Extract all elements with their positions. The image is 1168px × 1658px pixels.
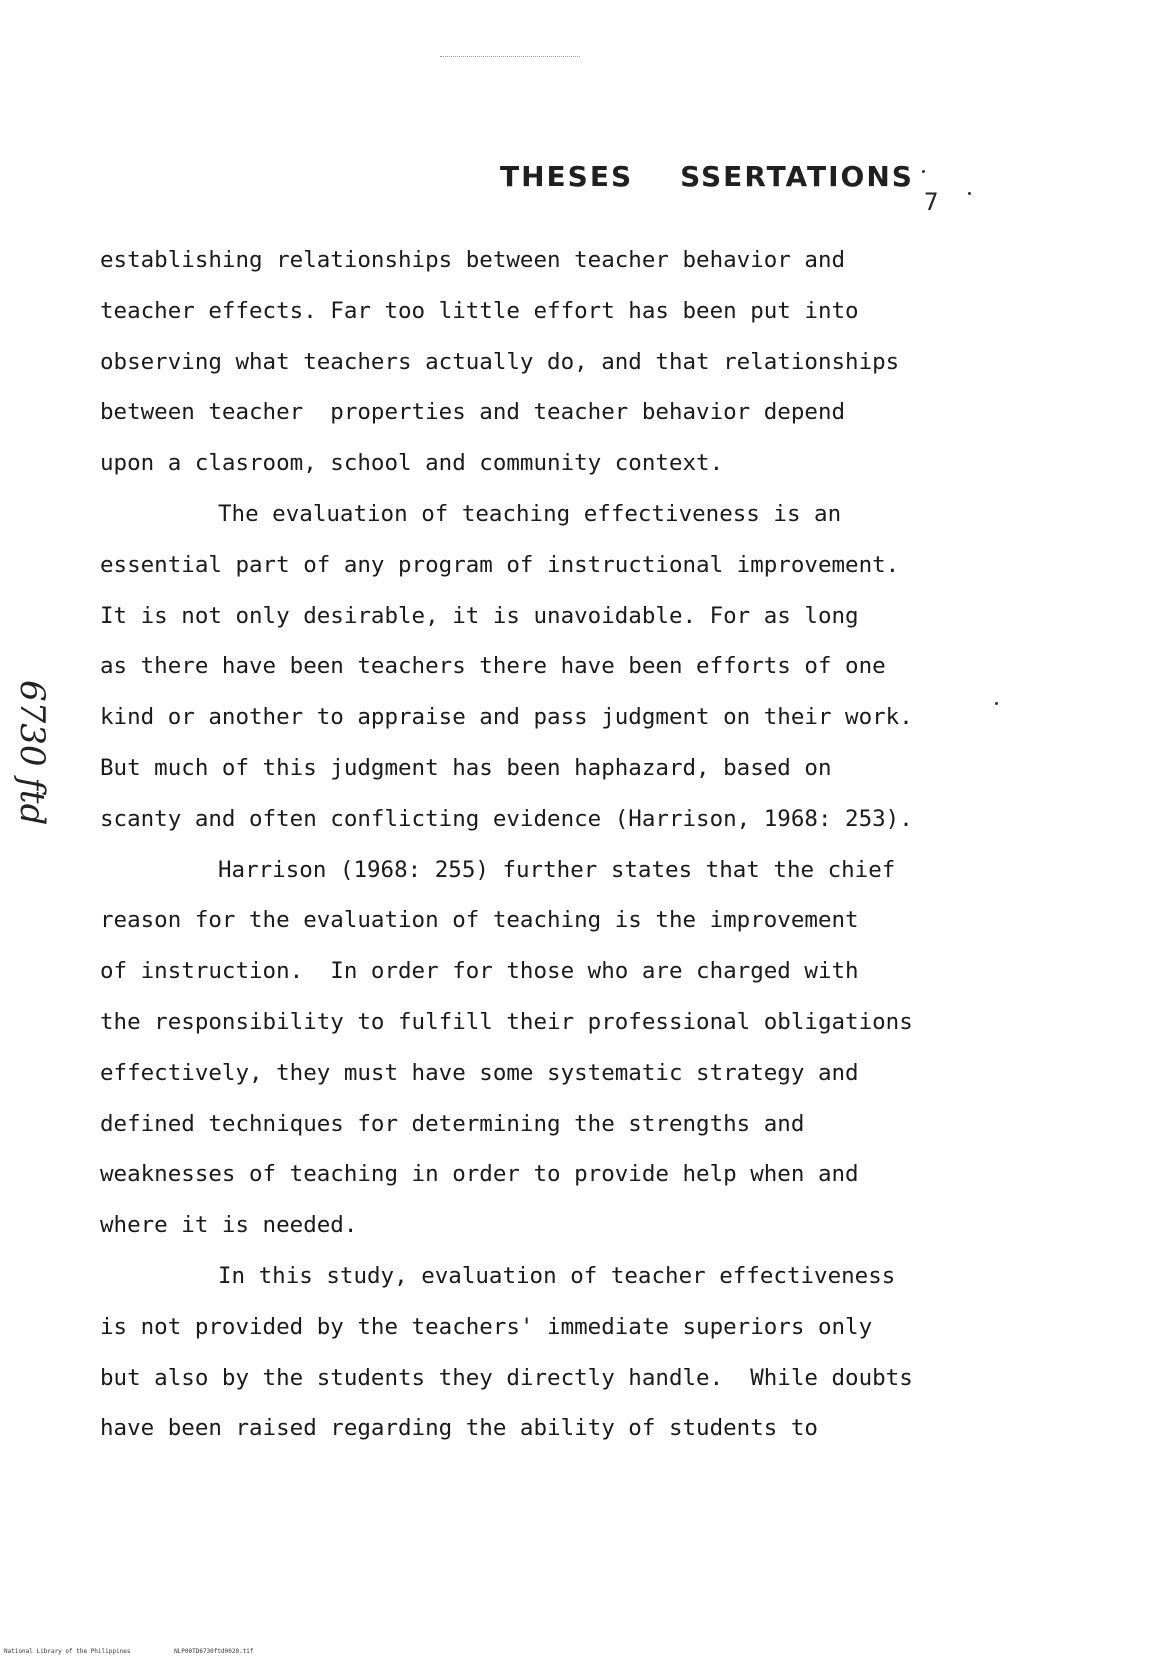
text-line: weaknesses of teaching in order to provide help when and	[100, 1161, 859, 1188]
text-line: between teacher properties and teacher behavior depend	[100, 399, 846, 426]
text-line: of instruction. In order for those who are charged with	[100, 958, 859, 985]
text-line: observing what teachers actually do, and that relationships	[100, 348, 900, 375]
handwritten-margin-note: 6730 ftd	[12, 680, 52, 826]
text-line: upon a clasroom, school and community context.	[100, 450, 724, 477]
text-line: essential part of any program of instructional improvement.	[100, 551, 900, 578]
scan-speck	[922, 170, 925, 173]
body-text	[100, 235, 1060, 1454]
text-line: kind or another to appraise and pass judgment on their work.	[100, 704, 913, 731]
footer-filename: NLP00TD6730ftd0020.tif	[174, 1648, 254, 1655]
page-number: 7	[924, 188, 939, 216]
text-line: the responsibility to fulfill their professional obligations	[100, 1008, 913, 1035]
text-line: It is not only desirable, it is unavoidable. For as long	[100, 602, 859, 629]
footer-library: National Library of the Philippines	[4, 1648, 131, 1655]
paragraph-start-line: Harrison (1968: 255) further states that the chief	[218, 856, 896, 883]
text-line: have been raised regarding the ability of students to	[100, 1415, 818, 1442]
scan-speck	[968, 192, 971, 195]
text-line: is not provided by the teachers' immediate superiors only	[100, 1313, 873, 1340]
text-line: reason for the evaluation of teaching is the improvement	[100, 907, 859, 934]
paragraph-start-line: The evaluation of teaching effectiveness is an	[218, 500, 842, 527]
text-line: but also by the students they directly handle. While doubts	[100, 1364, 913, 1391]
text-line: teacher effects. Far too little effort has been put into	[100, 297, 859, 324]
scan-footer	[4, 1648, 294, 1655]
text-line: scanty and often conflicting evidence (Harrison, 1968: 253).	[100, 805, 913, 832]
text-line: But much of this judgment has been haphazard, based on	[100, 754, 832, 781]
text-line: where it is needed.	[100, 1212, 358, 1239]
text-line: as there have been teachers there have been efforts of one	[100, 653, 886, 680]
paragraph-start-line: In this study, evaluation of teacher effectiveness	[218, 1262, 896, 1289]
text-line: defined techniques for determining the strengths and	[100, 1110, 805, 1137]
theses-stamp: THESES SSERTATIONS	[500, 160, 914, 193]
text-line: establishing relationships between teacher behavior and	[100, 247, 846, 273]
text-line: effectively, they must have some systematic strategy and	[100, 1059, 859, 1086]
scan-smudge	[440, 56, 580, 59]
